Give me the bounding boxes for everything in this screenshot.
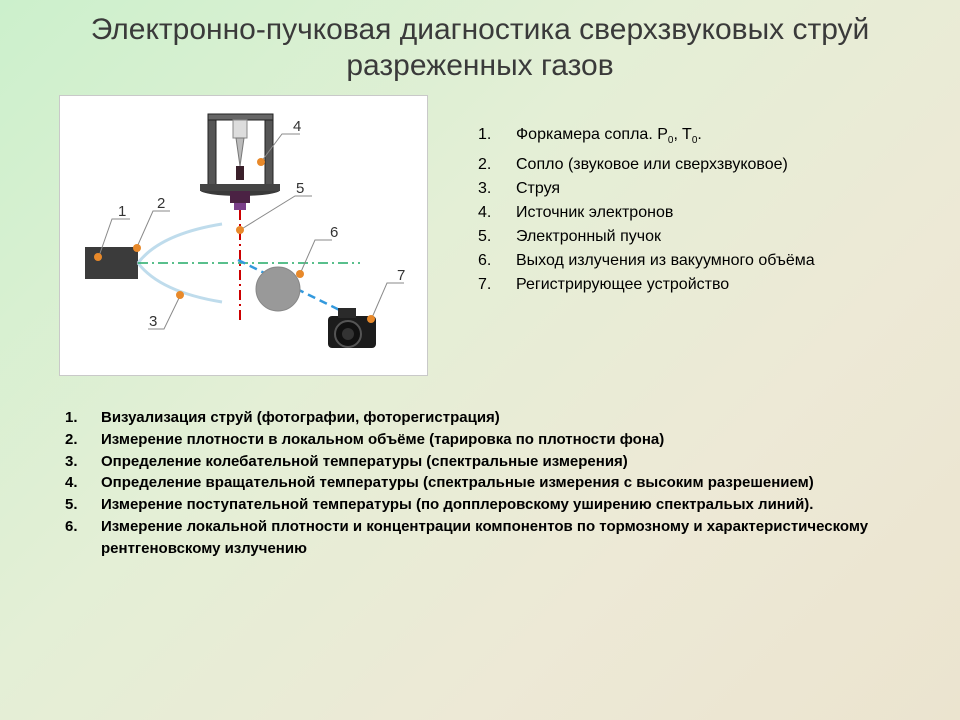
legend-num: 3. [478, 180, 492, 198]
legend-item [478, 273, 948, 297]
legend-text: Сопло (звуковое или сверхзвуковое) [516, 156, 788, 174]
legend-text: Форкамера сопла. $P_0$, $T_0$. [516, 126, 702, 147]
legend-text: Выход излучения из вакуумного объёма [516, 252, 815, 270]
legend-num: 6. [478, 252, 492, 270]
method-num: 2. [65, 430, 78, 448]
method-item [65, 516, 905, 560]
legend-item [478, 201, 948, 225]
method-text: Измерение поступательной температуры (по допплеровскому уширению спектральых линий). [101, 496, 814, 514]
legend-num: 5. [478, 228, 492, 246]
method-text: Определение вращательной температуры (спектральные измерения с высоким разрешением) [101, 474, 814, 492]
legend-item [478, 123, 948, 153]
jet-boundary-top [138, 224, 222, 263]
camera-drawing [328, 308, 376, 348]
callout-3: 3 [149, 313, 158, 330]
method-text: Измерение плотности в локальном объёме (тарировка по плотности фона) [101, 430, 665, 448]
callout-7: 7 [397, 267, 406, 284]
legend-item [478, 153, 948, 177]
legend-text: Регистрирующее устройство [516, 276, 730, 294]
legend-item [478, 177, 948, 201]
legend-num: 7. [478, 276, 492, 294]
callout-2: 2 [157, 195, 166, 212]
callout-6: 6 [330, 224, 339, 241]
legend-text: Электронный пучок [516, 228, 661, 246]
diagnostic-methods-list [65, 407, 905, 560]
method-item [65, 494, 905, 516]
legend-text: Источник электронов [516, 204, 674, 222]
legend-num: 1. [478, 126, 492, 143]
experiment-diagram [59, 95, 428, 376]
legend-item [478, 225, 948, 249]
legend-item [478, 249, 948, 273]
legend-num: 4. [478, 204, 492, 222]
method-item [65, 407, 905, 429]
method-item [65, 429, 905, 451]
legend-num: 2. [478, 156, 492, 174]
nozzle-chamber-drawing [85, 247, 138, 279]
method-num: 5. [65, 496, 78, 514]
legend-text: Струя [516, 180, 561, 198]
slide-title-line2: разреженных газов [346, 49, 614, 82]
diagram-legend [478, 123, 948, 297]
callout-4: 4 [293, 118, 302, 135]
vacuum-window-drawing [256, 267, 300, 311]
method-num: 1. [65, 409, 78, 426]
method-item [65, 451, 905, 473]
method-text: Визуализация струй (фотографии, фоторегистрация) [101, 409, 500, 426]
method-item [65, 472, 905, 494]
method-num: 6. [65, 517, 78, 535]
slide-title [0, 12, 960, 84]
callout-5: 5 [296, 180, 305, 197]
callout-1: 1 [118, 203, 127, 220]
method-text: Определение колебательной температуры (спектральные измерения) [101, 452, 628, 470]
diagram-drawing [60, 96, 427, 375]
method-num: 4. [65, 474, 78, 492]
method-text: Измерение локальной плотности и концентрации компонентов по тормозному и характеристическому рентгеновскому излучению [101, 517, 869, 557]
method-num: 3. [65, 452, 78, 470]
slide-title-line1: Электронно-пучковая диагностика сверхзвуковых струй [90, 13, 870, 46]
electron-source-drawing [200, 114, 280, 210]
